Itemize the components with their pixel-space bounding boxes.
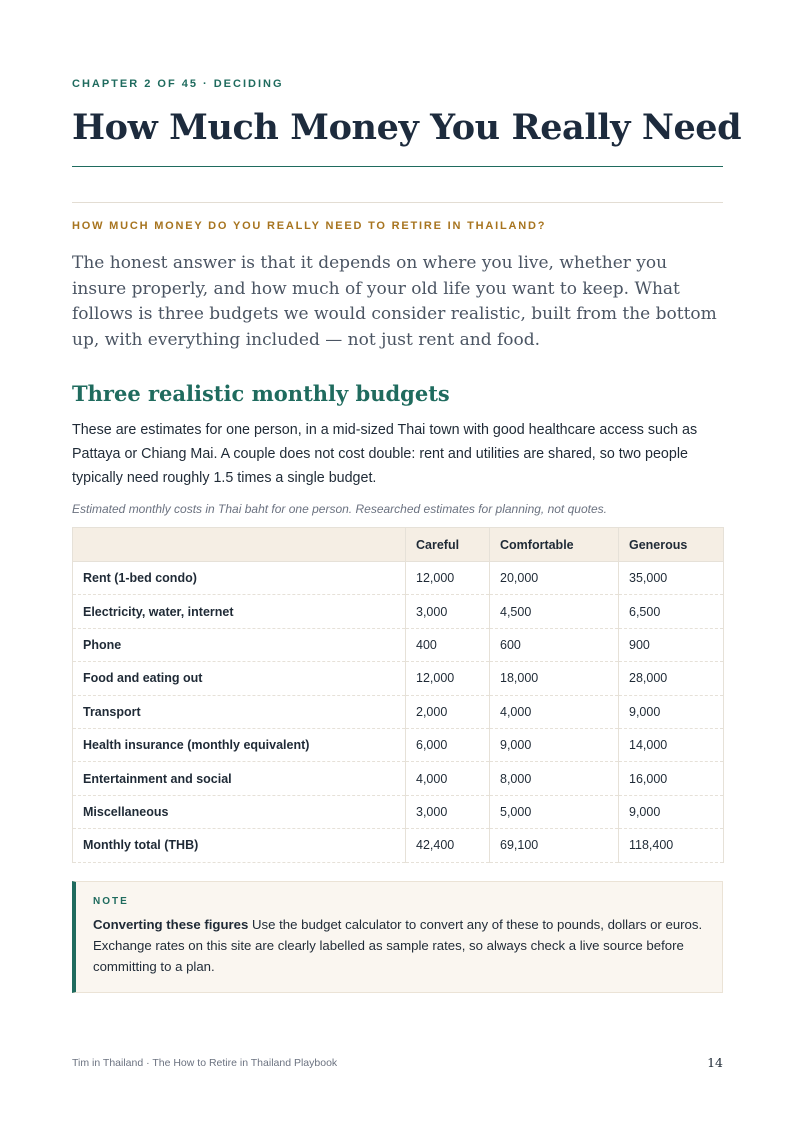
row-label: Rent (1-bed condo) xyxy=(73,562,406,595)
table-row xyxy=(73,795,724,828)
lede-paragraph: The honest answer is that it depends on where you live, whether you insure properly, and how much of your old life you want to keep. What follows is three budgets we would consider realistic, built from the bottom up, with everything included — not just rent and food. xyxy=(72,253,717,350)
chapter-kicker: CHAPTER 2 OF 45 · DECIDING xyxy=(72,78,284,90)
row-label: Entertainment and social xyxy=(73,762,406,795)
row-label: Transport xyxy=(73,695,406,728)
budget-value: 9,000 xyxy=(490,728,619,761)
table-header-cell: Careful xyxy=(406,528,490,562)
budget-value: 69,100 xyxy=(490,829,619,862)
budget-value: 4,000 xyxy=(490,695,619,728)
note-body: Use the budget calculator to convert any of these to pounds, dollars or euros. Exchange rates on this site are clearly labelled as sample rates, so always check a live source before committing to a plan. xyxy=(93,917,703,974)
budget-value: 6,500 xyxy=(619,595,724,628)
budget-value: 118,400 xyxy=(619,829,724,862)
budget-value: 12,000 xyxy=(406,662,490,695)
budget-value: 16,000 xyxy=(619,762,724,795)
budget-value: 3,000 xyxy=(406,595,490,628)
section-heading: Three realistic monthly budgets xyxy=(72,381,450,406)
table-row xyxy=(73,628,724,661)
budget-value: 12,000 xyxy=(406,562,490,595)
row-label: Miscellaneous xyxy=(73,795,406,828)
table-header-cell: Comfortable xyxy=(490,528,619,562)
footer-book-title: Tim in Thailand · The How to Retire in Thailand Playbook xyxy=(72,1057,338,1069)
page-title: How Much Money You Really Need xyxy=(72,107,742,148)
budget-value: 4,500 xyxy=(490,595,619,628)
table-row xyxy=(73,762,724,795)
table-row xyxy=(73,662,724,695)
budget-value: 28,000 xyxy=(619,662,724,695)
row-label: Monthly total (THB) xyxy=(73,829,406,862)
row-label: Phone xyxy=(73,628,406,661)
budget-value: 2,000 xyxy=(406,695,490,728)
table-row xyxy=(73,595,724,628)
body-paragraph: These are estimates for one person, in a mid-sized Thai town with good healthcare access such as Pattaya or Chiang Mai. A couple does not cost double: rent and utilities are shared, so two people typically need roughly 1.5 times a single budget. xyxy=(72,422,698,486)
budget-value: 3,000 xyxy=(406,795,490,828)
note-text xyxy=(93,914,704,977)
table-header-cell xyxy=(73,528,406,562)
row-label: Electricity, water, internet xyxy=(73,595,406,628)
budget-value: 6,000 xyxy=(406,728,490,761)
page-number: 14 xyxy=(707,1055,723,1070)
budget-value: 9,000 xyxy=(619,695,724,728)
budget-table xyxy=(72,527,724,863)
budget-value: 9,000 xyxy=(619,795,724,828)
budget-value: 600 xyxy=(490,628,619,661)
section-divider xyxy=(72,202,723,203)
question-heading: HOW MUCH MONEY DO YOU REALLY NEED TO RETIRE IN THAILAND? xyxy=(72,220,547,232)
table-header-cell: Generous xyxy=(619,528,724,562)
budget-value: 5,000 xyxy=(490,795,619,828)
table-row xyxy=(73,695,724,728)
budget-value: 900 xyxy=(619,628,724,661)
note-box xyxy=(72,881,723,993)
table-row xyxy=(73,728,724,761)
row-label: Food and eating out xyxy=(73,662,406,695)
budget-value: 400 xyxy=(406,628,490,661)
budget-value: 8,000 xyxy=(490,762,619,795)
budget-value: 20,000 xyxy=(490,562,619,595)
table-row xyxy=(73,562,724,595)
table-row xyxy=(73,829,724,862)
title-divider xyxy=(72,166,723,167)
note-label: NOTE xyxy=(93,896,129,907)
budget-value: 14,000 xyxy=(619,728,724,761)
row-label: Health insurance (monthly equivalent) xyxy=(73,728,406,761)
note-title: Converting these figures xyxy=(93,917,249,932)
budget-value: 42,400 xyxy=(406,829,490,862)
budget-value: 4,000 xyxy=(406,762,490,795)
table-header-row xyxy=(73,528,724,562)
table-caption: Estimated monthly costs in Thai baht for one person. Researched estimates for planning, not quotes. xyxy=(72,502,607,516)
budget-value: 35,000 xyxy=(619,562,724,595)
budget-value: 18,000 xyxy=(490,662,619,695)
